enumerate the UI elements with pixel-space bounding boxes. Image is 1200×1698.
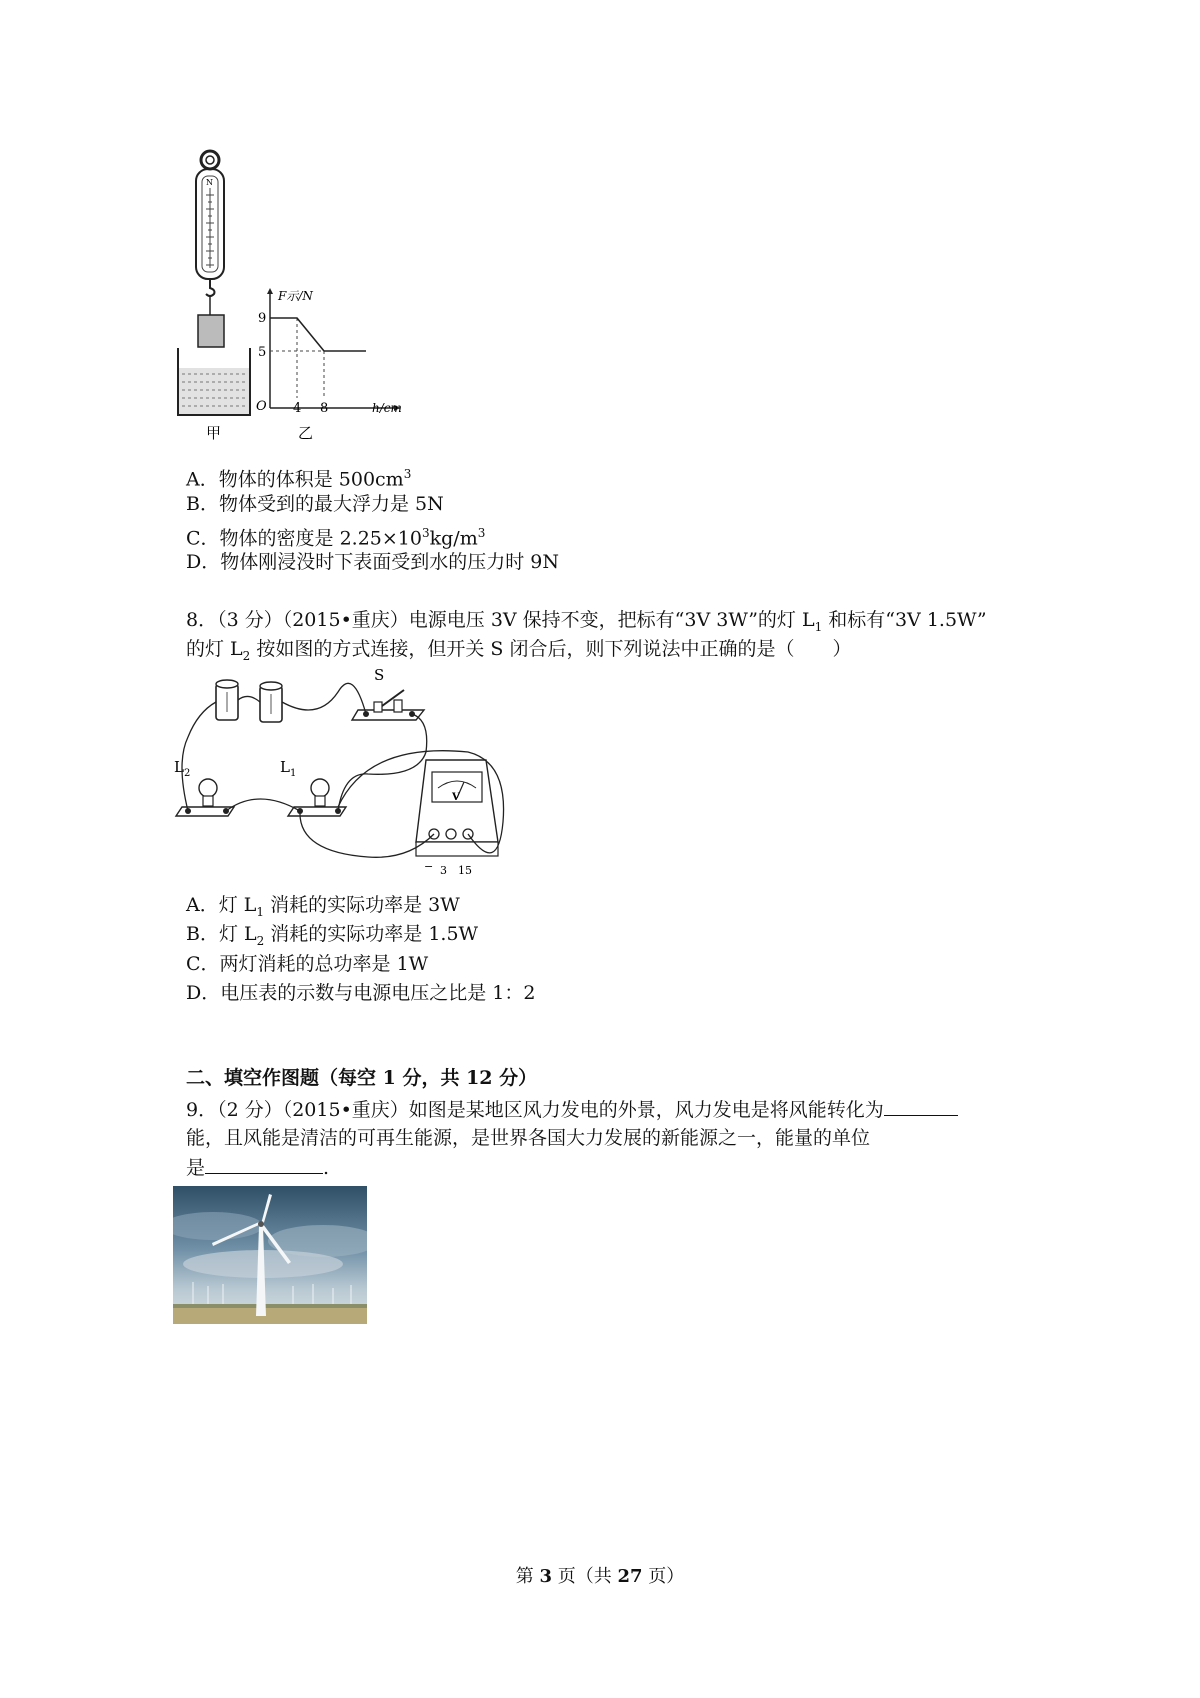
label-yi: 乙 bbox=[298, 424, 314, 442]
xtick-8: 8 bbox=[320, 401, 329, 416]
label-L1: L bbox=[280, 758, 290, 776]
force-depth-graph bbox=[256, 288, 402, 416]
terminal-15: 15 bbox=[458, 864, 472, 877]
voltmeter-icon bbox=[416, 760, 498, 877]
label-L2: L bbox=[174, 758, 184, 776]
page-footer: 第 3 页（共 27 页） bbox=[515, 1566, 685, 1587]
graph-origin: O bbox=[256, 399, 267, 414]
wind-turbine-photo bbox=[173, 1186, 367, 1324]
q7-option-c: C．物体的密度是 $2.25\times 10^3kg/m^3$ bbox=[186, 526, 486, 550]
scale-ring bbox=[201, 151, 219, 169]
q9-line2: 能，且风能是清洁的可再生能源，是世界各国大力发展的新能源之一，能量的单位 bbox=[186, 1127, 871, 1149]
voltmeter-V: V bbox=[452, 792, 460, 803]
q8-option-c: C．两灯消耗的总功率是 1W bbox=[186, 953, 429, 975]
label-S: S bbox=[374, 666, 385, 684]
q9-line1: 9．（2 分）（2015•重庆）如图是某地区风力发电的外景，风力发电是将风能转化为 bbox=[186, 1097, 958, 1122]
terminal-minus: − bbox=[424, 860, 434, 873]
q8-stem-line2: 的灯 $L_2$ 按如图的方式连接，但开关 S 闭合后，则下列说法中正确的是（ ） bbox=[186, 638, 852, 663]
q8-circuit-figure bbox=[168, 662, 528, 882]
graph-ylabel: F示/N bbox=[278, 289, 313, 303]
answer-blank-2[interactable] bbox=[205, 1155, 323, 1174]
xtick-4: 4 bbox=[293, 401, 302, 416]
scale-unit-label: N bbox=[206, 178, 213, 187]
ytick-5: 5 bbox=[258, 345, 267, 360]
graph-line bbox=[270, 318, 366, 351]
q8-option-b: B．灯 $L_2$ 消耗的实际功率是 1.5W bbox=[186, 923, 479, 948]
terminal-3: 3 bbox=[440, 864, 447, 877]
answer-blank-1[interactable] bbox=[884, 1097, 958, 1116]
q8-stem-line1: 8．（3 分）（2015•重庆）电源电压 3V 保持不变，把标有“3V 3W”的灯 $L_1$ 和标有“3V 1.5W” bbox=[186, 609, 987, 634]
lamp-l1-icon bbox=[288, 779, 346, 816]
q9-line3: 是 . bbox=[186, 1157, 330, 1179]
q8-option-a: A．灯 $L_1$ 消耗的实际功率是 3W bbox=[186, 894, 460, 919]
q7-option-a: A．物体的体积是 $500cm^3$ bbox=[186, 467, 412, 491]
section-2-title: 二、填空作图题（每空 1 分，共 12 分） bbox=[186, 1067, 538, 1089]
ytick-9: 9 bbox=[258, 311, 267, 326]
svg-text:L1: $L_1$ bbox=[280, 758, 297, 779]
q7-option-d: D．物体刚浸没时下表面受到水的压力时 9N bbox=[186, 551, 559, 573]
object-block bbox=[198, 315, 224, 347]
battery-icon bbox=[260, 682, 282, 722]
q7-figure bbox=[170, 140, 430, 460]
svg-text:L2: $L_2$ bbox=[174, 758, 191, 779]
q7-option-b: B．物体受到的最大浮力是 5N bbox=[186, 493, 444, 515]
q8-option-d: D．电压表的示数与电源电压之比是 1：2 bbox=[186, 982, 536, 1004]
graph-xlabel: h/cm bbox=[372, 401, 402, 415]
battery-icon bbox=[216, 680, 238, 720]
label-jia: 甲 bbox=[206, 424, 222, 442]
